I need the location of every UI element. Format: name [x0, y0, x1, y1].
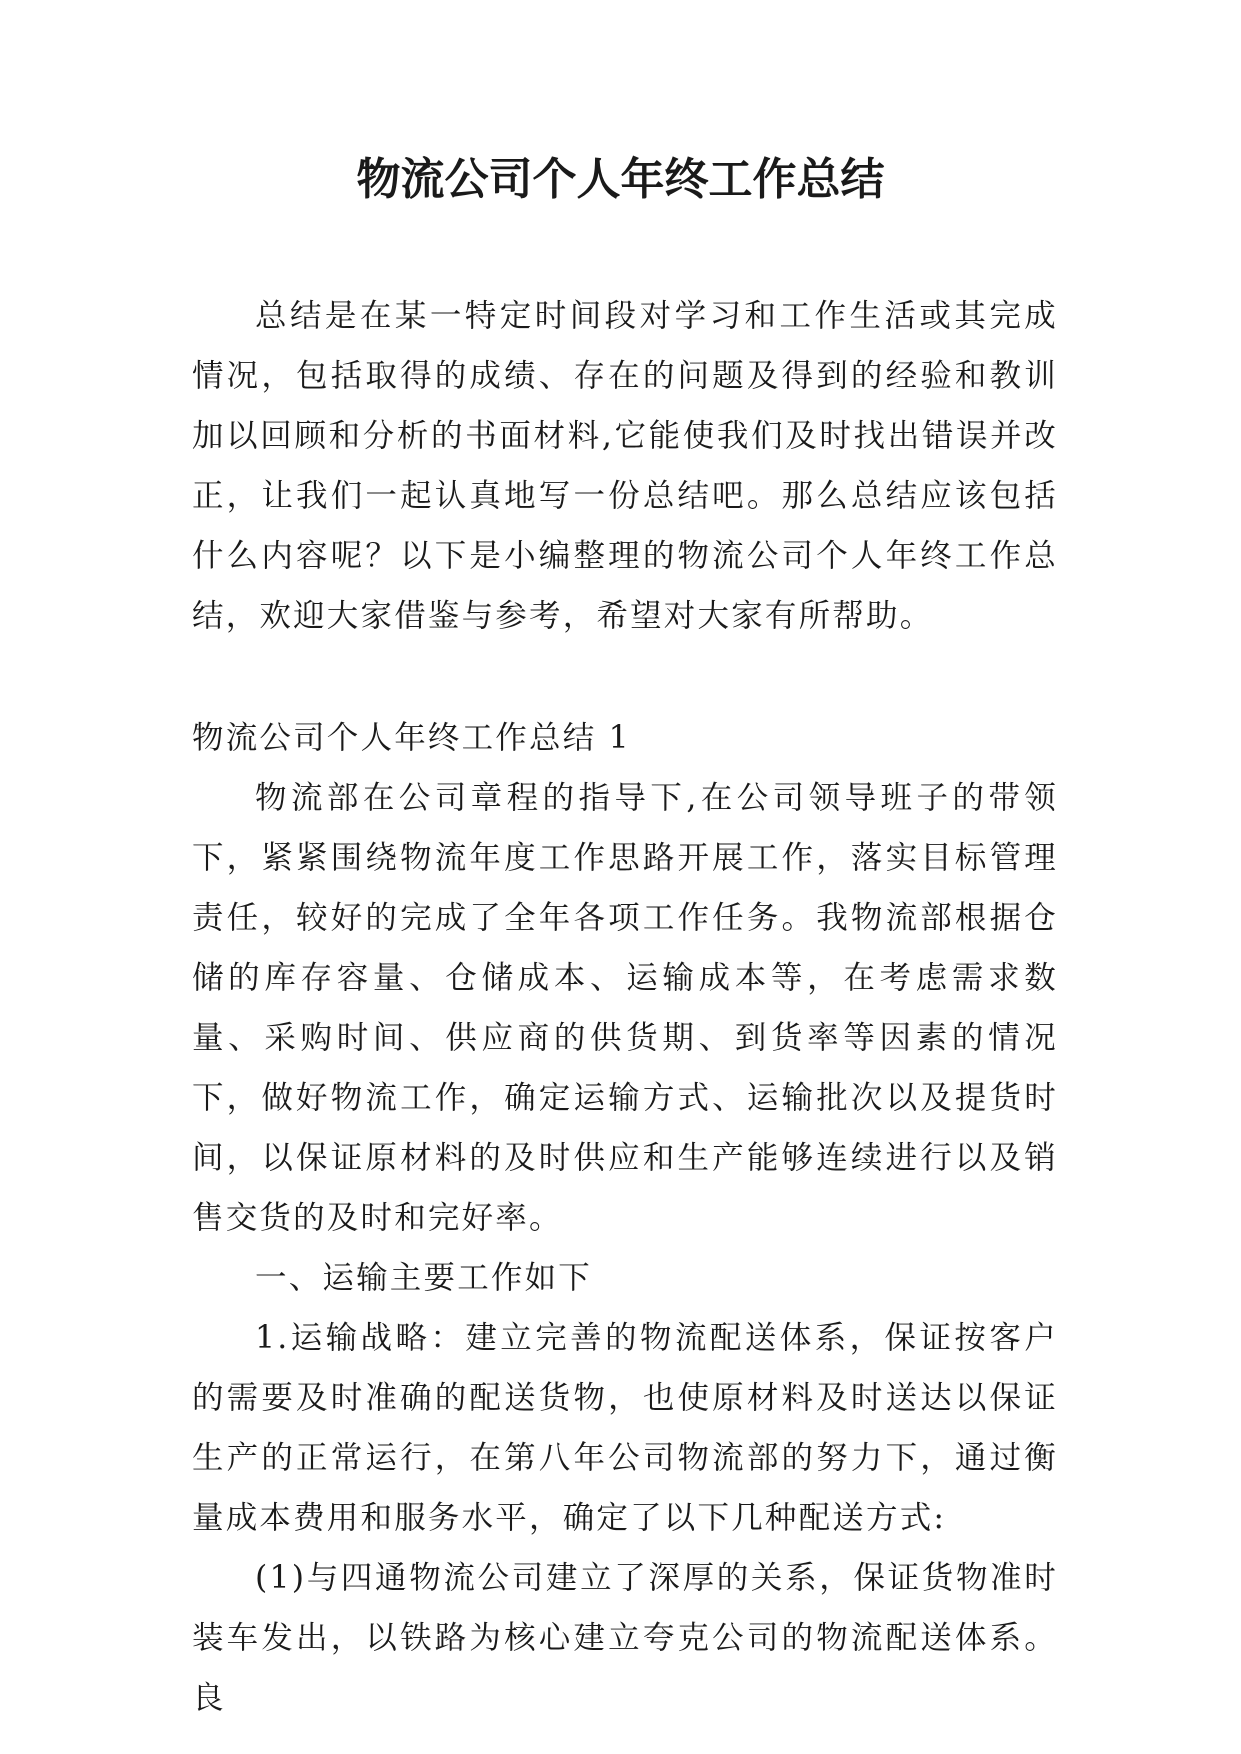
intro-paragraph: 总结是在某一特定时间段对学习和工作生活或其完成情况，包括取得的成绩、存在的问题及得到的经验和教训加以回顾和分析的书面材料,它能使我们及时找出错误并改正，让我们一起认真地写一份总结吧。那么总结应该包括什么内容呢？以下是小编整理的物流公司个人年终工作总结，欢迎大家借鉴与参考，希望对大家有所帮助。 — [192, 298, 1058, 634]
body-paragraph-2: 1.运输战略：建立完善的物流配送体系，保证按客户的需要及时准确的配送货物，也使原材料及时送达以保证生产的正常运行，在第八年公司物流部的努力下，通过衡量成本费用和服务水平，确定了以下几种配送方式: — [192, 1320, 1058, 1536]
paragraph-gap — [192, 646, 1058, 708]
body-paragraph-3: (1)与四通物流公司建立了深厚的关系，保证货物准时装车发出，以铁路为核心建立夸克公司的物流配送体系。良 — [192, 1560, 1058, 1716]
document-title: 物流公司个人年终工作总结 — [356, 154, 885, 205]
subheading-transport: 一、运输主要工作如下 — [255, 1260, 593, 1296]
body-paragraph-1: 物流部在公司章程的指导下,在公司领导班子的带领下，紧紧围绕物流年度工作思路开展工作，落实目标管理责任，较好的完成了全年各项工作任务。我物流部根据仓储的库存容量、仓储成本、运输成本等，在考虑需求数量、采购时间、供应商的供货期、到货率等因素的情况下，做好物流工作，确定运输方式、运输批次以及提货时间，以保证原材料的及时供应和生产能够连续进行以及销售交货的及时和完好率。 — [192, 780, 1058, 1236]
section-heading: 物流公司个人年终工作总结 1 — [192, 720, 631, 756]
document-body — [192, 286, 1058, 1728]
